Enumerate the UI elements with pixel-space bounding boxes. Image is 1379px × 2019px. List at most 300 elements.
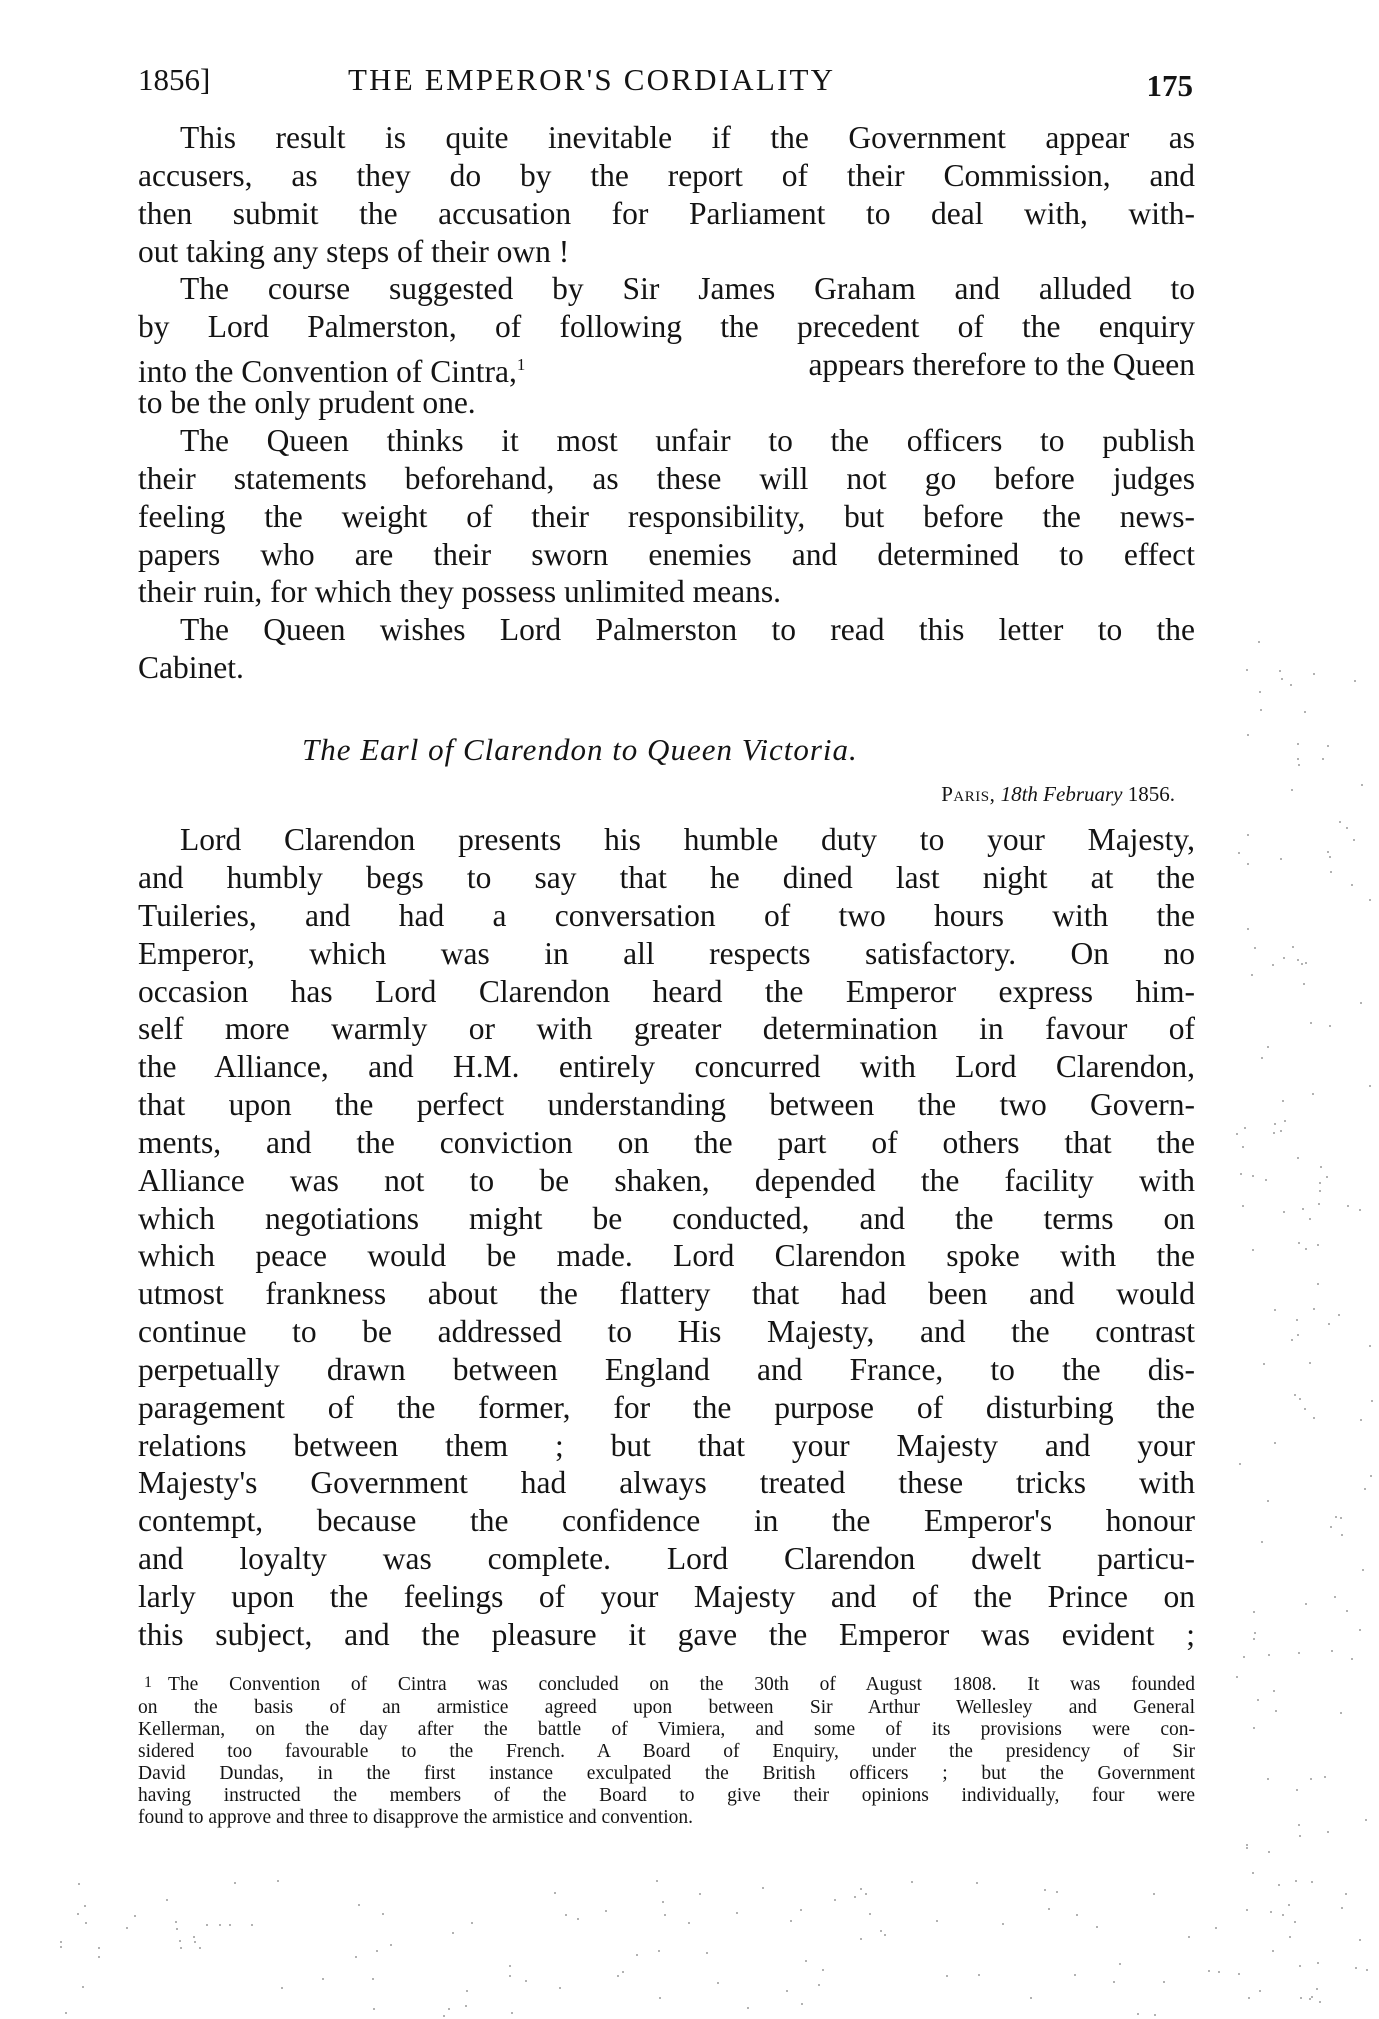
speck xyxy=(1351,884,1353,886)
speck xyxy=(60,1946,62,1948)
speck xyxy=(382,1913,384,1915)
footnote-line: having instructed the members of the Board to give their opinions individually, four were xyxy=(138,1785,1195,1806)
speck xyxy=(978,1974,980,1976)
speck xyxy=(1096,1926,1098,1928)
speck xyxy=(390,1944,392,1946)
speck xyxy=(1334,1596,1336,1598)
speck xyxy=(465,2005,467,2007)
speck xyxy=(98,1956,100,1958)
text-line: Majesty's Government had always treated these tricks with xyxy=(138,1465,1195,1500)
speck xyxy=(559,1987,561,1989)
speck xyxy=(1289,1936,1291,1938)
speck xyxy=(372,1978,374,1980)
speck xyxy=(1309,1362,1311,1364)
speck xyxy=(801,2003,803,2005)
text-line: contempt, because the confidence in the Emperor's honour xyxy=(138,1503,1195,1538)
speck xyxy=(1002,1923,1004,1925)
text-line: and loyalty was complete. Lord Clarendon dwelt particu- xyxy=(138,1541,1195,1576)
speck xyxy=(1298,764,1300,766)
text-line: The Queen wishes Lord Palmerston to read this letter to the xyxy=(180,612,1195,647)
speck xyxy=(1218,1971,1220,1973)
speck xyxy=(1326,1176,1328,1178)
speck xyxy=(1330,871,1332,873)
speck xyxy=(1290,684,1292,686)
speck xyxy=(1252,1249,1254,1251)
speck xyxy=(98,1947,100,1949)
text-line: Alliance was not to be shaken, depended the facility with xyxy=(138,1163,1195,1198)
text-line: their statements beforehand, as these will not go before judges xyxy=(138,461,1195,496)
speck xyxy=(1355,1967,1357,1969)
letter-place: Paris, xyxy=(941,782,996,806)
speck xyxy=(1319,2001,1321,2003)
speck xyxy=(85,1922,87,1924)
speck xyxy=(1360,1419,1362,1421)
speck xyxy=(1310,1778,1312,1780)
speck xyxy=(1253,1727,1255,1729)
speck xyxy=(1327,1831,1329,1833)
text-line: The Queen thinks it most unfair to the officers to publish xyxy=(180,423,1195,458)
speck xyxy=(1253,1611,1255,1613)
speck xyxy=(1305,1603,1307,1605)
speck xyxy=(1074,1974,1076,1976)
text-line: which negotiations might be conducted, and the terms on xyxy=(138,1201,1195,1236)
speck xyxy=(869,1913,871,1915)
speck xyxy=(790,1920,792,1922)
speck xyxy=(1253,1638,1255,1640)
speck xyxy=(1330,1526,1332,1528)
speck xyxy=(1295,1880,1297,1882)
speck xyxy=(1283,957,1285,959)
speck xyxy=(1282,1100,1284,1102)
footnote-marker[interactable]: 1 xyxy=(516,355,526,374)
speck xyxy=(193,1936,195,1938)
speck xyxy=(1284,1120,1286,1122)
speck xyxy=(1238,1973,1240,1975)
speck xyxy=(1242,1205,1244,1207)
speck xyxy=(1304,1408,1306,1410)
speck xyxy=(762,1887,764,1889)
speck xyxy=(376,1950,378,1952)
speck xyxy=(1273,1132,1275,1134)
speck xyxy=(1272,1950,1274,1952)
speck xyxy=(1300,1997,1302,1999)
speck xyxy=(1339,821,1341,823)
speck xyxy=(1351,1658,1353,1660)
footnote-line: The Convention of Cintra was concluded on the 30th of August 1808. It was founded xyxy=(168,1674,1195,1695)
speck xyxy=(1310,1022,1312,1024)
speck xyxy=(1369,1345,1371,1347)
speck xyxy=(1365,1819,1367,1821)
speck xyxy=(1244,1127,1246,1129)
text-line: ments, and the conviction on the part of others that the xyxy=(138,1125,1195,1160)
speck xyxy=(1251,974,1253,976)
speck xyxy=(1319,1190,1321,1192)
speck xyxy=(1369,899,1371,901)
speck xyxy=(229,1924,231,1926)
speck xyxy=(1030,1997,1032,1999)
text-line: that upon the perfect understanding between the two Govern- xyxy=(138,1087,1195,1122)
speck xyxy=(1236,1676,1238,1678)
speck xyxy=(1327,851,1329,853)
speck xyxy=(717,1982,719,1984)
speck xyxy=(884,1934,886,1936)
speck xyxy=(1274,1123,1276,1125)
footnote-number: 1 xyxy=(144,1674,152,1691)
speck xyxy=(1313,1308,1315,1310)
speck xyxy=(1297,1334,1299,1336)
speck xyxy=(1297,743,1299,745)
speck xyxy=(1360,1002,1362,1004)
speck xyxy=(1268,1654,1270,1656)
speck xyxy=(976,1882,978,1884)
speck xyxy=(1327,745,1329,747)
speck xyxy=(786,1990,788,1992)
speck xyxy=(688,1922,690,1924)
text-line: out taking any steps of their own ! xyxy=(138,234,570,269)
speck xyxy=(443,2015,445,2017)
speck xyxy=(1272,964,1274,966)
text-line: this subject, and the pleasure it gave the Emperor was evident ; xyxy=(138,1617,1195,1652)
speck xyxy=(659,1997,661,1999)
speck xyxy=(1359,1209,1361,1211)
speck xyxy=(1347,1205,1349,1207)
text-line: by Lord Palmerston, of following the precedent of the enquiry xyxy=(138,309,1195,344)
speck xyxy=(1242,1146,1244,1148)
text-line: occasion has Lord Clarendon heard the Emperor express him- xyxy=(138,974,1195,1009)
speck xyxy=(1258,641,1260,643)
speck xyxy=(1359,1939,1361,1941)
speck xyxy=(1329,1025,1331,1027)
speck xyxy=(511,2012,513,2014)
letter-heading: The Earl of Clarendon to Queen Victoria. xyxy=(302,732,858,767)
speck xyxy=(736,1912,738,1914)
speck xyxy=(617,1975,619,1977)
text-line: perpetually drawn between England and France, to the dis- xyxy=(138,1352,1195,1387)
letter-day: 18th xyxy=(1000,782,1038,806)
speck xyxy=(1076,1914,1078,1916)
speck xyxy=(1309,1218,1311,1220)
speck xyxy=(1280,1130,1282,1132)
speck xyxy=(1317,1244,1319,1246)
speck xyxy=(1298,1824,1300,1826)
text-line: and humbly begs to say that he dined last night at the xyxy=(138,860,1195,895)
speck xyxy=(1361,784,1363,786)
speck xyxy=(1312,1093,1314,1095)
text-line xyxy=(138,346,1195,389)
text-line: Tuileries, and had a conversation of two hours with the xyxy=(138,898,1195,933)
speck xyxy=(1299,1835,1301,1837)
speck xyxy=(1236,1133,1238,1135)
speck xyxy=(466,1990,468,1992)
speck xyxy=(865,1893,867,1895)
speck xyxy=(448,2008,450,2010)
speck xyxy=(605,1910,607,1912)
speck xyxy=(1274,1309,1276,1311)
speck xyxy=(452,1932,454,1934)
text-line: relations between them ; but that your Majesty and your xyxy=(138,1428,1195,1463)
speck xyxy=(1318,1203,1320,1205)
speck xyxy=(1261,1541,1263,1543)
speck xyxy=(577,1918,579,1920)
speck xyxy=(1257,1699,1259,1701)
speck xyxy=(1292,946,1294,948)
speck xyxy=(175,1921,177,1923)
text-line: feeling the weight of their responsibility, but before the news- xyxy=(138,499,1195,534)
speck xyxy=(1267,1778,1269,1780)
speck xyxy=(1261,1057,1263,1059)
speck xyxy=(1362,1569,1364,1571)
speck xyxy=(1313,673,1315,675)
speck xyxy=(747,2007,749,2009)
speck xyxy=(180,1947,182,1949)
speck xyxy=(1239,1463,1241,1465)
speck xyxy=(1280,858,1282,860)
text-line: accusers, as they do by the report of their Commission, and xyxy=(138,158,1195,193)
speck xyxy=(658,1950,660,1952)
speck xyxy=(82,1986,84,1988)
speck xyxy=(1243,1656,1245,1658)
speck xyxy=(1268,1851,1270,1853)
speck xyxy=(1163,1981,1165,1983)
speck xyxy=(1305,962,1307,964)
speck xyxy=(1317,1283,1319,1285)
page-number: 175 xyxy=(1146,68,1193,103)
speck xyxy=(355,1956,357,1958)
running-header xyxy=(138,62,1195,102)
speck xyxy=(1154,2014,1156,2016)
speck xyxy=(1311,1996,1313,1998)
speck xyxy=(1299,1398,1301,1400)
speck xyxy=(1260,709,1262,711)
speck xyxy=(1301,963,1303,965)
speck xyxy=(911,1881,913,1883)
speck xyxy=(1263,1363,1265,1365)
speck xyxy=(706,1952,708,1954)
speck xyxy=(1153,1893,1155,1895)
speck xyxy=(1246,1844,1248,1846)
speck xyxy=(1335,1516,1337,1518)
speck xyxy=(1281,678,1283,680)
speck xyxy=(166,1899,168,1901)
speck xyxy=(1305,1248,1307,1250)
speck xyxy=(234,1882,236,1884)
letter-month: February xyxy=(1043,782,1123,806)
speck xyxy=(219,1924,221,1926)
text-line: Lord Clarendon presents his humble duty to your Majesty, xyxy=(180,822,1195,857)
speck xyxy=(818,1984,820,1986)
speck xyxy=(800,1909,802,1911)
speck xyxy=(1359,1629,1361,1631)
speck xyxy=(77,1913,79,1915)
speck xyxy=(565,1914,567,1916)
text-line: self more warmly or with greater determination in favour of xyxy=(138,1011,1195,1046)
speck xyxy=(525,1980,527,1982)
speck xyxy=(1341,1907,1343,1909)
speck xyxy=(60,1941,62,1943)
speck xyxy=(1215,1927,1217,1929)
speck xyxy=(1247,863,1249,865)
speck xyxy=(1328,1323,1330,1325)
speck xyxy=(1238,852,1240,854)
speck xyxy=(1270,1911,1272,1913)
speck xyxy=(358,1904,360,1906)
speck xyxy=(509,1975,511,1977)
speck xyxy=(1252,1872,1254,1874)
speck xyxy=(1369,1085,1371,1087)
speck xyxy=(1371,1400,1373,1402)
speck xyxy=(176,1928,178,1930)
speck xyxy=(1329,856,1331,858)
speck xyxy=(1048,1908,1050,1910)
speck xyxy=(1267,1500,1269,1502)
speck xyxy=(1294,1921,1296,1923)
text-line: The course suggested by Sir James Graham and alluded to xyxy=(180,271,1195,306)
text-line: their ruin, for which they possess unlimited means. xyxy=(138,574,782,609)
speck xyxy=(880,1930,882,1932)
speck xyxy=(1353,839,1355,841)
speck xyxy=(664,1914,666,1916)
speck xyxy=(1259,1990,1261,1992)
speck xyxy=(1278,1884,1280,1886)
speck xyxy=(1298,1652,1300,1654)
speck xyxy=(1297,959,1299,961)
speck xyxy=(471,1922,473,1924)
speck xyxy=(1313,1417,1315,1419)
speck xyxy=(1324,1776,1326,1778)
speck xyxy=(1309,1998,1311,2000)
speck xyxy=(65,2012,67,2014)
speck xyxy=(656,1880,658,1882)
speck xyxy=(1319,1182,1321,1184)
speck xyxy=(1304,711,1306,713)
text-line: to be the only prudent one. xyxy=(138,385,476,420)
footnote-line: found to approve and three to disapprove the armistice and convention. xyxy=(138,1807,694,1828)
speck xyxy=(251,1924,253,1926)
speck xyxy=(1322,758,1324,760)
speck xyxy=(1331,1650,1333,1652)
speck xyxy=(854,1896,856,1898)
speck xyxy=(1283,1211,1285,1213)
speck xyxy=(1297,758,1299,760)
speck xyxy=(1113,1981,1115,1983)
speck xyxy=(1246,1847,1248,1849)
speck xyxy=(1302,1208,1304,1210)
speck xyxy=(1297,1157,1299,1159)
speck xyxy=(1208,1970,1210,1972)
speck xyxy=(373,2008,375,2010)
text-line: the Alliance, and H.M. entirely concurred with Lord Clarendon, xyxy=(138,1049,1195,1084)
letter-dateline xyxy=(832,782,1175,807)
speck xyxy=(1044,1889,1046,1891)
speck xyxy=(1259,691,1261,693)
speck xyxy=(1282,1914,1284,1916)
speck xyxy=(936,1920,938,1922)
speck xyxy=(1316,1988,1318,1990)
speck xyxy=(1254,1632,1256,1634)
speck xyxy=(1246,1909,1248,1911)
speck xyxy=(1247,928,1249,930)
text-line: papers who are their sworn enemies and determined to effect xyxy=(138,537,1195,572)
speck xyxy=(1366,1969,1368,1971)
speck xyxy=(1265,1179,1267,1181)
speck xyxy=(1320,1166,1322,1168)
letter-year: 1856. xyxy=(1127,782,1175,806)
running-title: THE EMPEROR'S CORDIALITY xyxy=(348,62,836,97)
speck xyxy=(662,1901,664,1903)
speck xyxy=(636,1954,638,1956)
text-line: This result is quite inevitable if the Government appear as xyxy=(180,120,1195,155)
speck xyxy=(1279,670,1281,672)
speck xyxy=(1291,1339,1293,1341)
speck xyxy=(509,1965,511,1967)
speck xyxy=(1317,1962,1319,1964)
footnote-line: David Dundas, in the first instance exculpated the British officers ; but the Government xyxy=(138,1763,1195,1784)
speck xyxy=(1354,680,1356,682)
text-fragment: into the Convention of Cintra, xyxy=(138,354,517,389)
speck xyxy=(1137,2013,1139,2015)
text-line: larly upon the feelings of your Majesty and of the Prince on xyxy=(138,1579,1195,1614)
text-line: utmost frankness about the flattery that had been and would xyxy=(138,1276,1195,1311)
speck xyxy=(1275,1710,1277,1712)
text-line: paragement of the former, for the purpose of disturbing the xyxy=(138,1390,1195,1425)
speck xyxy=(179,1940,181,1942)
speck xyxy=(84,1905,86,1907)
speck xyxy=(1364,1488,1366,1490)
speck xyxy=(134,1915,136,1917)
speck xyxy=(194,1941,196,1943)
speck xyxy=(1294,1394,1296,1396)
speck xyxy=(126,1927,128,1929)
speck xyxy=(1296,1319,1298,1321)
footnote-line: sidered too favourable to the French. A Board of Enquiry, under the presidency of Sir xyxy=(138,1741,1195,1762)
text-line: then submit the accusation for Parliament to deal with, with- xyxy=(138,196,1195,231)
speck xyxy=(554,1892,556,1894)
speck xyxy=(946,1975,948,1977)
speck xyxy=(1340,1517,1342,1519)
speck xyxy=(1247,834,1249,836)
speck xyxy=(1340,1712,1342,1714)
speck xyxy=(206,1924,208,1926)
speck xyxy=(1188,1936,1190,1938)
speck xyxy=(1370,1475,1372,1477)
speck xyxy=(1291,789,1293,791)
speck xyxy=(199,1947,201,1949)
speck xyxy=(1346,1610,1348,1612)
speck xyxy=(277,1880,279,1882)
speck xyxy=(1254,947,1256,949)
speck xyxy=(78,1883,80,1885)
speck xyxy=(1273,1690,1275,1692)
speck xyxy=(822,1969,824,1971)
speck xyxy=(699,1893,701,1895)
text-line: which peace would be made. Lord Clarendon spoke with the xyxy=(138,1238,1195,1273)
footnote-line: on the basis of an armistice agreed upon between Sir Arthur Wellesley and General xyxy=(138,1697,1195,1718)
speck xyxy=(860,1938,862,1940)
text-line: Cabinet. xyxy=(138,650,244,685)
speck xyxy=(322,1978,324,1980)
speck xyxy=(1246,669,1248,671)
speck xyxy=(1056,1891,1058,1893)
header-year: 1856] xyxy=(138,62,211,97)
speck xyxy=(1248,1997,1250,1999)
footnote-line: Kellerman, on the day after the battle of Vimiera, and some of its provisions were con- xyxy=(138,1719,1195,1740)
speck xyxy=(860,1888,862,1890)
speck xyxy=(1346,827,1348,829)
speck xyxy=(1247,734,1249,736)
speck xyxy=(1345,1893,1347,1895)
speck xyxy=(1311,1881,1313,1883)
speck xyxy=(1296,1789,1298,1791)
